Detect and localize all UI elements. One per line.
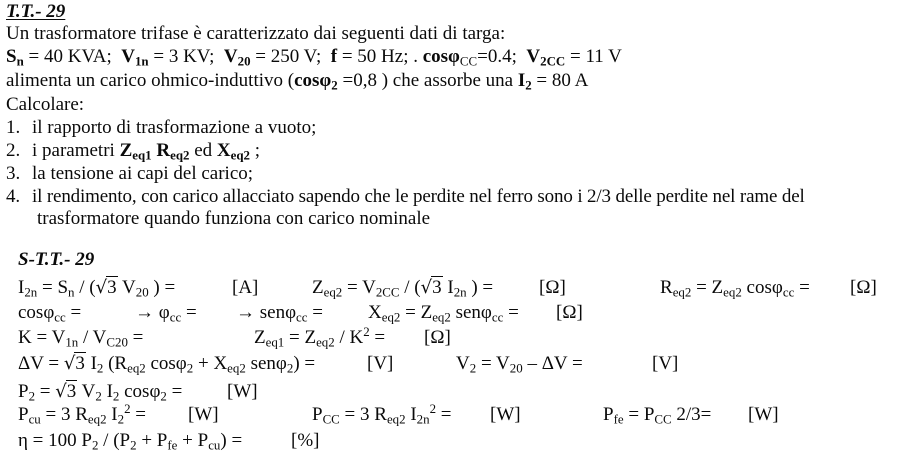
formula-pcu: $P_{cu} = 3$ $R_{eq2}$ $I_2^2$ =	[18, 400, 146, 427]
task-item-4-cont: trasformatore quando funziona con carico nominale	[37, 208, 431, 229]
formula-v2: $V_2 = V_{20} - \Delta V$ =	[456, 353, 583, 376]
unit-i2n: [A]	[232, 277, 259, 298]
unit-zeq1: [Ω]	[424, 327, 451, 348]
formula-efficiency: η = 100 $P_2 / (P_2 + P_{fe} + P_{cu})$ =	[18, 430, 243, 453]
unit-efficiency: [%]	[291, 430, 320, 451]
formula-pcc: $P_{CC} = 3$ $R_{eq2}$ $I_{2n}^2$ =	[312, 400, 452, 427]
unit-p2: [W]	[227, 381, 258, 402]
formula-pfe: $P_{fe} = P_{CC}$ 2/3=	[603, 404, 712, 427]
unit-xeq2: [Ω]	[556, 302, 583, 323]
formula-req2: $R_{eq2} = Z_{eq2}$ cosφ$_{cc}$ =	[660, 277, 810, 300]
load-line: alimenta un carico ohmico-induttivo (cosφ$_2$ =0,8 ) che assorbe una $I_2 = 80$ A	[6, 70, 589, 93]
unit-pcu: [W]	[188, 404, 219, 425]
unit-req2: [Ω]	[850, 277, 877, 298]
task-item-2: 2. i parametri $Z_{eq1}$ $R_{eq2}$ ed $X_{eq2}$ ;	[6, 140, 261, 163]
problem-intro: Un trasformatore trifase è caratterizzato dai seguenti dati di targa:	[6, 23, 506, 44]
formula-zeq2: $Z_{eq2} = V_{2CC} / (√3$ $I_{2n}$ ) =	[312, 277, 494, 300]
formula-i2n: $I_{2n} = S_n / (√3$ $V_{20}$ ) =	[18, 277, 176, 300]
formula-k: $K = V_{1n} / V_{C20}$ =	[18, 327, 144, 350]
formula-p2: $P_2 = √3$ $V_2$ $I_2$ cosφ$_2$ =	[18, 381, 183, 404]
unit-pcc: [W]	[490, 404, 521, 425]
formula-sencc: → senφ$_{cc}$ =	[236, 302, 323, 325]
task-item-3: 3. la tensione ai capi del carico;	[6, 163, 254, 184]
rating-data-line: $S_n = 40$ KVA; $V_{1n} = 3$ KV; $V_{20} = 250$ V; f = 50 Hz; . cosφ$_{CC}$=0.4; $V_{2CC} = 11$ V	[6, 46, 622, 69]
task-item-1: 1. il rapporto di trasformazione a vuoto;	[6, 117, 317, 138]
unit-pfe: [W]	[748, 404, 779, 425]
formula-coscc: cosφ$_{cc}$ =	[18, 302, 82, 325]
unit-deltav: [V]	[367, 353, 394, 374]
formula-deltav: ΔV = √3 $I_2$ ($R_{eq2}$ $\cos\varphi_2 + X_{eq2}$ senφ$_2$) =	[18, 353, 316, 376]
problem-title: T.T.- 29	[6, 1, 66, 22]
formula-zeq1: $Z_{eq1} = Z_{eq2} / K^2$ =	[254, 323, 386, 350]
solution-title: S-T.T.- 29	[18, 249, 95, 270]
task-item-4: 4. il rendimento, con carico allacciato sapendo che le perdite nel ferro sono i 2/3 delle perdite nel rame del	[6, 186, 805, 207]
calc-label: Calcolare:	[6, 94, 85, 115]
unit-v2: [V]	[652, 353, 679, 374]
formula-xeq2: $X_{eq2} = Z_{eq2}$ senφ$_{cc}$ =	[368, 302, 519, 325]
formula-phicc: → $\varphi_{cc}$ =	[135, 302, 197, 325]
unit-zeq2: [Ω]	[539, 277, 566, 298]
